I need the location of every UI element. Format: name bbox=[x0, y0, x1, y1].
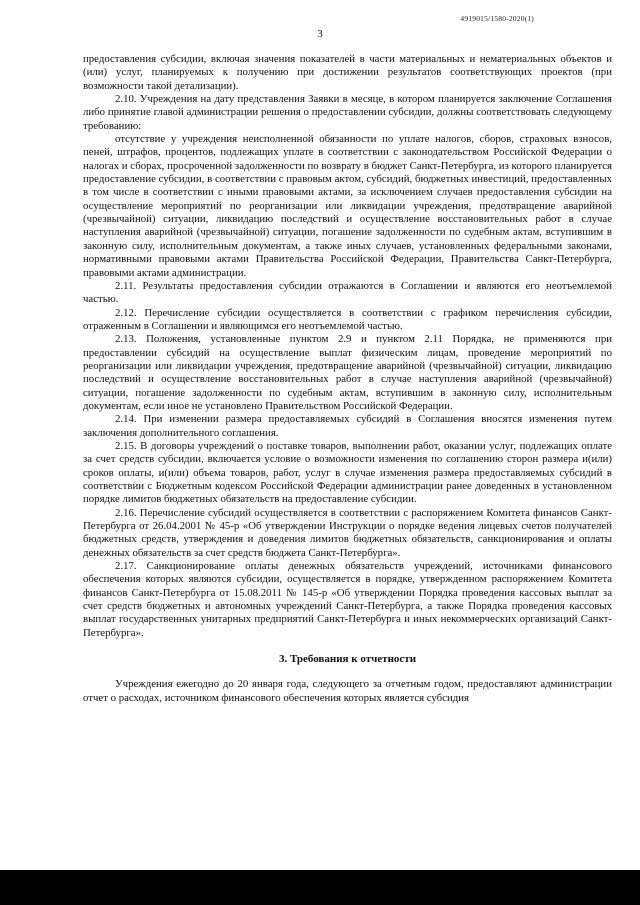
section-title: 3. Требования к отчетности bbox=[278, 653, 417, 666]
paragraph-section-3: Учреждения ежегодно до 20 января года, следующего за отчетным годом, предоставляют администрации отчет о расходах, источником финансового обеспечения которых является субсидия bbox=[83, 678, 612, 704]
paragraph-continuation: предоставления субсидии, включая значения показателей в части материальных и нематериальных объектов и (или) услуг, планируемых к получению при достижении результатов соответствующих проектов (при возможности такой детализации). bbox=[83, 53, 612, 92]
scan-border bbox=[0, 870, 640, 905]
page-number: 3 bbox=[317, 28, 323, 40]
document-id: 4919015/1580-2020(1) bbox=[460, 14, 534, 23]
paragraph-2-17: 2.17. Санкционирование оплаты денежных обязательств учреждений, источниками финансового обеспечения которых являются субсидии, осуществляется в порядке, утвержденном распоряжением Комитета финансов Санкт-Петербурга от 15.08.2011 № 145-р «Об утверждении Порядка проведения кассовых выплат за счет средств бюджетных и автономных учреждений Санкт-Петербурга, а также Порядка проведения кассовых выплат государственных унитарных предприятий Санкт-Петербурга и иных некоммерческих организаций Санкт-Петербурга». bbox=[83, 560, 612, 639]
paragraph-2-13: 2.13. Положения, установленные пунктом 2.9 и пунктом 2.11 Порядка, не применяются при предоставлении субсидий на осуществление выплат физическим лицам, проведение мероприятий по реорганизации или ликвидации учреждения, предотвращение аварийной (чрезвычайной) ситуации, ликвидацию последствий и осуществление восстановительных работ в случае наступления аварийной (чрезвычайной) ситуации, погашение задолженности по судебным актам, вступившим в законную силу, исполнительным документам, если иное не установлено Правительством Российской Федерации. bbox=[83, 333, 612, 412]
paragraph-2-11: 2.11. Результаты предоставления субсидии отражаются в Соглашении и являются его неотъемлемой частью. bbox=[83, 279, 612, 306]
paragraph-2-12: 2.12. Перечисление субсидии осуществляется в соответствии с графиком перечисления субсидии, отраженным в Соглашении и являющимся его неотъемлемой частью. bbox=[83, 306, 612, 332]
paragraph-2-15: 2.15. В договоры учреждений о поставке товаров, выполнении работ, оказании услуг, подлежащих оплате за счет средств субсидии, включается условие о возможности изменения по соглашению сторон размера и(или) сроков оплаты, и(или) объема товаров, работ, услуг в случае изменения размера предоставляемых субсидий в соответствии с Бюджетным кодексом Российской Федерации администрации ранее доведенных в установленном порядке лимитов бюджетных обязательств на предоставление субсидии. bbox=[83, 439, 612, 506]
paragraph-requirement: отсутствие у учреждения неисполненной обязанности по уплате налогов, сборов, страховых взносов, пеней, штрафов, процентов, подлежащих уплате в соответствии с законодательством Российской Федерации о налогах и сборах, просроченной задолженности по возврату в бюджет Санкт-Петербурга, из которого планируется предоставление субсидии, в соответствии с правовым актом, субсидий, бюджетных инвестиций, предоставленных в том числе в соответствии с иными правовыми актами, за исключением случаев предоставления субсидии на осуществление мероприятий по реорганизации или ликвидации учреждения, предотвращение аварийной (чрезвычайной) ситуации, ликвидацию последствий и осуществление восстановительных работ в случае наступления аварийной (чрезвычайной) ситуации, погашение задолженности по судебным актам, вступившим в законную силу, исполнительным документам, а также иных случаев, установленных федеральными законами, нормативными правовыми актами Правительства Российской Федерации, Правительства Санкт-Петербурга, правовыми актами администрации. bbox=[83, 133, 612, 279]
paragraph-2-10: 2.10. Учреждения на дату представления Заявки в месяце, в котором планируется заключение Соглашения либо принятие главой администрации решения о предоставлении субсидии, должны соответствовать следующему требованию: bbox=[83, 93, 612, 132]
paragraph-2-14: 2.14. При изменении размера предоставляемых субсидий в Соглашения вносятся изменения путем заключения дополнительного соглашения. bbox=[83, 413, 612, 439]
paragraph-2-16: 2.16. Перечисление субсидий осуществляется в соответствии с распоряжением Комитета финансов Санкт-Петербурга от 26.04.2001 № 45-р «Об утверждении Инструкции о порядке ведения лицевых счетов получателей бюджетных средств, утверждения и доведения лимитов бюджетных обязательств, санкционирования и оплаты денежных обязательств за счет средств бюджета Санкт-Петербурга». bbox=[83, 506, 612, 559]
document-body bbox=[83, 53, 612, 705]
